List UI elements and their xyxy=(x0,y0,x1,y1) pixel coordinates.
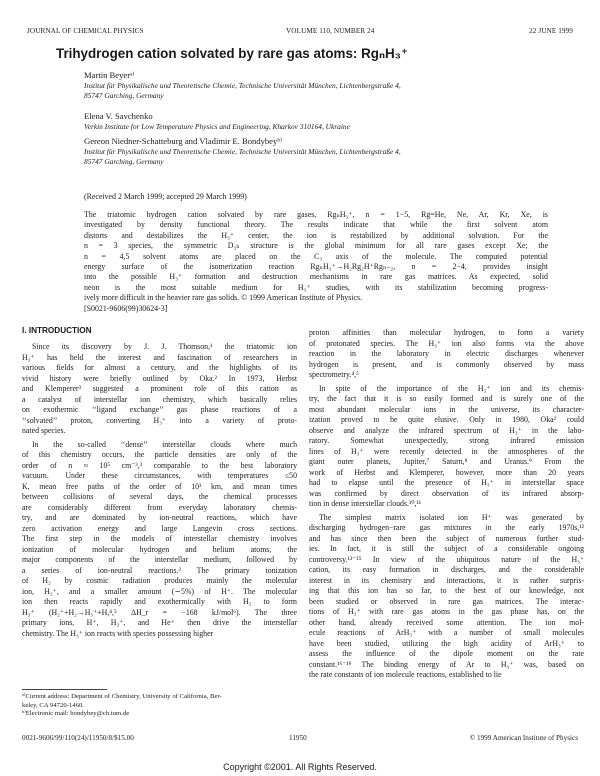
body-text-line: various fields for almost a century, and the highlights of its xyxy=(22,363,297,372)
body-text-line: and has since then been the subject of numerous further stud- xyxy=(309,533,584,543)
body-text-line: lines of H₃⁺ were recently detected in the atmospheres of the xyxy=(309,446,584,456)
body-text-line: a series of ion-neutral reactions.³ The primary ionization xyxy=(22,565,297,575)
affiliation-3 xyxy=(84,147,554,167)
body-text-line: The first step in the models of interstellar chemistry involves xyxy=(22,534,297,543)
author-3: Gereon Niedner-Schatteburg and Vladimir E. Bondybeyᵇ⁾ xyxy=(84,136,283,146)
abstract-line: n = 4,5 solvent atoms are placed on the C₃ axis of the molecule. The computed potential xyxy=(84,251,548,261)
body-text-line: between collisions of several days, the chemical processes xyxy=(22,492,297,501)
body-text-line: are considerably different from everyday laboratory chemis- xyxy=(22,502,297,512)
body-text-line: try, the fact that it is so easily formed and is surely one of the xyxy=(309,394,584,403)
body-text-line: reaction in the laboratory in electric discharges whenever xyxy=(309,349,584,358)
body-text-line: ion, H₂⁺, and a smaller amount (∼5%) of H⁺. The molecular xyxy=(22,586,297,596)
body-text-line: cation, its easy formation in discharges, and the considerable xyxy=(309,565,584,574)
section-heading: I. INTRODUCTION xyxy=(22,326,92,335)
body-text-line: interest in its chemistry and interactions, it is rather surpris- xyxy=(309,575,584,585)
body-text-line: The simplest matrix isolated ion H⁺ was generated by xyxy=(319,512,584,522)
body-text-line: assess the influence of the dipole moment on the rate xyxy=(309,649,584,658)
body-text-line: H₃⁺ has held the interest and fascination of researchers in xyxy=(22,352,297,362)
body-text-line: major components of the interstellar medium, followed by xyxy=(22,555,297,564)
body-text-line: giant outer planets, Jupiter,⁷ Saturn,⁸ and Uranus.⁹ From the xyxy=(309,457,584,466)
body-text-line: had to elapse until the presence of H₃⁺ in interstellar space xyxy=(309,478,584,487)
footnote-line: ᵇ⁾Electronic mail: bondybey@ch.tum.de xyxy=(22,710,130,718)
body-text-line: constant.¹⁶⁻¹⁹ The binding energy of Ar to H₃⁺ was, based on xyxy=(309,659,584,669)
body-text-line: ‘‘solvated’’ proton, converting H₃⁺ into a variety of proto- xyxy=(22,415,297,425)
abstract-line: neon is the most suitable medium for H₃⁺ studies, with its stabilization becoming progress- xyxy=(84,282,548,292)
body-text-line: primary ions, H⁺, H₃⁺, and He⁺ then drive the interstellar xyxy=(22,618,297,627)
abstract-line: energy surface of the isomerization reaction RgₙH₃⁺→H₂Rg₂H⁺Rgₙ₋₂, n = 2−4, provides insight xyxy=(84,261,548,271)
volume-number: VOLUME 110, NUMBER 24 xyxy=(286,27,375,35)
body-text-line: ization proved to be quite elusive. Only in 1980, Oka² could xyxy=(309,415,584,424)
body-text-line: order of n ≈ 10⁵ cm⁻³,³ comparable to the best laboratory xyxy=(22,460,297,470)
affiliation-3-line-1: Institut für Physikalische und Theoretische Chemie, Technische Universität München, Lichtenbergstraße 4, xyxy=(84,147,401,156)
body-text-line: chemistry. The H₃⁺ ion reacts with species possessing higher xyxy=(22,628,214,638)
body-text-line: tions of H₃⁺ with rare gas atoms in the gas phase has, on the xyxy=(309,607,584,616)
affiliation-1 xyxy=(84,81,554,101)
body-text-line: was confirmed by direct observation of its infrared absorp- xyxy=(309,488,584,498)
body-text-line: work of Herbst and Klemperer, however, more than 20 years xyxy=(309,467,584,477)
body-text-line: ratory. Somewhat unexpectedly, strong infrared emission xyxy=(309,436,584,445)
body-text-line: other hand, already received some attention. The ion mol- xyxy=(309,617,584,627)
article-code: 0021-9606/99/110(24)/11950/8/$15.00 xyxy=(22,734,134,742)
running-head xyxy=(27,27,573,37)
body-text-line: observe and analyze the infrared spectrum of H₃⁺ in the labo- xyxy=(309,425,584,435)
body-text-line: controversy.¹³⁻¹⁵ In view of the ubiquitous nature of the H₃⁺ xyxy=(309,554,584,564)
affiliation-1-line-1: Institut für Physikalische und Theoretische Chemie, Technische Universität München, Lichtenbergstraße 4, xyxy=(84,81,401,90)
body-text-line: nated species. xyxy=(22,426,66,435)
footnote-line: keley, CA 94720-1460. xyxy=(22,701,84,709)
body-text-line: a catalyst of interstellar ion chemistry, which basically relies xyxy=(22,394,297,404)
body-text-line: of protonated species. The H₃⁺ ion also forms via the above xyxy=(309,338,584,348)
body-text-line: ing that this ion has so far, to the best of our knowledge, not xyxy=(309,586,584,595)
right-column xyxy=(309,328,584,681)
body-text-line: been studied or observed in rare gas matrices. The interac- xyxy=(309,596,584,606)
affiliation-2-line-1: Verkin Institute for Low Temperature Physics and Engineering, Kharkov 310164, Ukraine xyxy=(84,122,350,131)
copyright-banner: Copyright ©2001. All Rights Reserved. xyxy=(223,762,377,772)
abstract xyxy=(84,210,548,314)
author-2: Elena V. Savchenko xyxy=(84,111,153,121)
body-text-line: tion in dense interstellar clouds.¹⁰,¹¹ xyxy=(309,499,422,508)
body-text-line: vacuum. Under these circumstances, with temperatures ≤50 xyxy=(22,471,297,480)
body-text-line: spectrometry.⁴,⁵ xyxy=(309,370,359,379)
left-column xyxy=(22,342,297,639)
abstract-line: The triatomic hydrogen cation solvated by rare gases, RgₙH₃⁺, n = 1−5, Rg=He, Ne, Ar, Kr, Xe, is xyxy=(84,210,548,219)
journal-name: JOURNAL OF CHEMICAL PHYSICS xyxy=(27,27,144,35)
issue-date: 22 JUNE 1999 xyxy=(529,27,573,35)
body-text-line: K, mean free paths of the order of 10³ km, and mean times xyxy=(22,481,297,491)
body-text-line: ies. In fact, it is still the subject of a considerable ongoing xyxy=(309,544,584,553)
body-text-line: most abundant molecular ions in the universe, its character- xyxy=(309,404,584,414)
body-text-line: of this chemistry occurs, the particle densities are only of the xyxy=(22,450,297,459)
abstract-line: into the possible H₃⁺ formation and destruction mechanisms in rare gas matrices. As expected, solid xyxy=(84,272,548,282)
body-text-line: In the so-called ‘‘dense’’ interstellar clouds where much xyxy=(32,439,297,449)
body-text-line: Since its discovery by J. J. Thomson,¹ the triatomic ion xyxy=(32,342,297,351)
abstract-line: distorts and destabilizes the H₃⁺ center, the ion is restabilized by additional solvation. For the xyxy=(84,230,548,240)
body-text-line: ecule reactions of ArH₃⁺ with a number of small molecules xyxy=(309,628,584,637)
abstract-line: [S0021-9606(99)30624-3] xyxy=(84,303,168,313)
article-title: Trihydrogen cation solvated by rare gas atoms: RgₙH₃⁺ xyxy=(56,46,408,61)
body-text-line: zero activation energy and large Langevin cross sections. xyxy=(22,523,297,533)
abstract-line: investigated by density functional theory. The results indicate that while the first solvent atom xyxy=(84,220,548,230)
affiliation-3-line-2: 85747 Garching, Germany xyxy=(84,157,164,166)
body-text-line: discharging hydrogen−rare gas mixtures in the early 1970s,¹² xyxy=(309,523,584,532)
affiliation-1-line-2: 85747 Garching, Germany xyxy=(84,91,164,100)
body-text-line: and Klemperer³ suggested a prominent role of this cation as xyxy=(22,384,297,393)
abstract-line: ively more difficult in the heavier rare gas solids. © 1999 American Institute of Physics. xyxy=(84,293,363,303)
body-text-line: have been studied, utilizing the high acidity of ArH₃⁺ to xyxy=(309,638,584,648)
affiliation-2 xyxy=(84,122,554,132)
body-text-line: on exothermic ‘‘ligand exchange’’ gas phase reactions of a xyxy=(22,405,297,414)
body-text-line: try, and are dominated by ion-neutral reactions, which have xyxy=(22,513,297,522)
publisher-copyright: © 1999 American Institute of Physics xyxy=(469,734,578,742)
body-text-line: proton affinities than molecular hydrogen, to form a variety xyxy=(309,328,584,337)
body-text-line: the rate constants of ion molecule reactions, established to lie xyxy=(309,670,502,679)
body-text-line: of H₂ by cosmic radiation produces mainly the molecular xyxy=(22,576,297,585)
body-text-line: hydrogen is present, and is commonly observed by mass xyxy=(309,359,584,369)
body-text-line: In spite of the importance of the H₃⁺ ion and its chemis- xyxy=(319,383,584,393)
body-text-line: ion then reacts rapidly and exothermically with H₂ to form xyxy=(22,597,297,606)
page-footer xyxy=(22,734,578,744)
footnote-line: ᵃ⁾Current address: Department of Chemistry, University of California, Ber- xyxy=(22,693,222,700)
footnotes xyxy=(22,693,297,719)
body-text-line: vivid history were briefly outlined by Oka.² In 1973, Herbst xyxy=(22,373,297,383)
body-text-line: H₃⁺ (H₂⁺+H₂→H₃⁺+H,⁴,⁵ ΔH_r = −168 kJ/mol⁶). The three xyxy=(22,607,297,617)
footnote-rule xyxy=(22,689,107,690)
author-1: Martin Beyerᵃ⁾ xyxy=(84,70,135,80)
page-number: 11950 xyxy=(289,734,307,742)
received-dates: (Received 2 March 1999; accepted 29 March 1999) xyxy=(84,192,247,201)
abstract-line: n = 3 species, the symmetric D₃ₕ structure is the global minimum for all rare gases except Xe; the xyxy=(84,241,548,251)
body-text-line: ionization of molecular hydrogen and helium atoms, the xyxy=(22,544,297,554)
